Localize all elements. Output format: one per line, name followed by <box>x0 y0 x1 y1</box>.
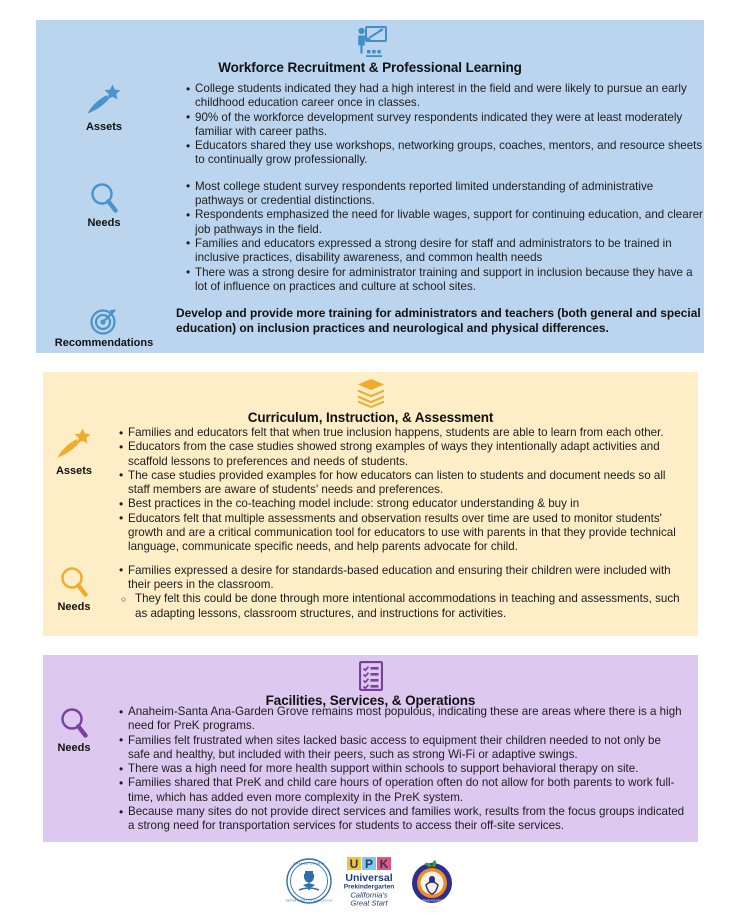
svg-text:Great Start: Great Start <box>349 898 388 907</box>
target-arrow-icon <box>36 306 172 336</box>
list-item: • 90% of the workforce development survey respondents indicated they were at least moderately familiar with career paths. <box>186 111 704 140</box>
list-item: • Families expressed a desire for standards-based education and ensuring their children were included with their peers in the classroom. <box>119 564 686 593</box>
group-curriculum-needs <box>43 564 698 621</box>
group-label-needs-text: Needs <box>87 216 121 229</box>
checklist-icon <box>43 661 698 691</box>
group-label-needs-text: Needs <box>57 600 91 613</box>
bullet-list <box>105 564 686 593</box>
orange-county-department-of-education-seal <box>285 857 333 905</box>
svg-text:ORANGE COUNTY: ORANGE COUNTY <box>292 861 325 866</box>
footer-logos <box>0 855 739 907</box>
list-item: • Best practices in the co-teaching model include: strong educator understanding & buy in <box>119 497 686 511</box>
stacked-books-icon <box>43 378 698 408</box>
list-item: • Educators from the case studies showed strong examples of ways they intentionally adapt activities and scaffold lessons to preferences and needs of students. <box>119 440 686 469</box>
list-item: • Families felt frustrated when sites lacked basic access to equipment their children needed to not only be safe and healthy, but included with their peers, such as strong Wi-Fi or adaptive swings. <box>119 734 686 763</box>
list-item: ○ They felt this could be done through more intentional accommodations in teaching and assessments, such as adapting lessons, classroom structures, and instructions for activities. <box>121 592 686 621</box>
svg-text:Prekindergarten: Prekindergarten <box>343 883 394 891</box>
group-workforce-recommendations <box>36 306 704 349</box>
group-facilities-needs <box>43 705 698 834</box>
group-label-assets-text: Assets <box>55 465 93 477</box>
group-body-assets <box>172 82 704 168</box>
recommendation-statement: Develop and provide more training for administrators and teachers (both general and special education) on inclusion practices and neurological and physical differences. <box>176 306 701 335</box>
section-workforce <box>36 20 704 353</box>
list-item: • There was a strong desire for administrator training and support in inclusion because they have a lot of influence on practices and culture at school sites. <box>186 266 704 295</box>
shooting-star-icon <box>36 82 172 120</box>
magnifying-glass-icon <box>43 705 105 741</box>
group-label-assets-text: Assets <box>85 121 123 133</box>
group-workforce-needs <box>36 180 704 294</box>
list-item: • Families and educators expressed a strong desire for staff and administrators to be trained in inclusive practices, disability awareness, and common health needs <box>186 237 704 266</box>
section-facilities-title: Facilities, Services, & Operations <box>265 693 476 708</box>
group-label-needs <box>43 564 105 613</box>
bullet-list <box>105 426 686 555</box>
list-item: • Respondents emphasized the need for livable wages, support for continuing education, and clearer job pathways in the field. <box>186 208 704 237</box>
magnifying-glass-icon <box>43 564 105 600</box>
svg-text:Universal: Universal <box>344 872 393 884</box>
bullet-list <box>172 82 704 168</box>
svg-text:U: U <box>349 857 358 871</box>
svg-text:K: K <box>379 857 388 871</box>
svg-text:EARLY LEARNING AND DEVELOPMENT: EARLY LEARNING AND DEVELOPMENT <box>409 900 454 903</box>
group-body-recommendations <box>172 306 704 335</box>
list-item: • Educators felt that multiple assessments and observation results over time are used to monitor students' growth and are a critical communication tool for educators to use with parents in that they provide technical language, communicate specific needs, and help parents advocate for child. <box>119 512 686 555</box>
group-body-assets <box>105 426 698 555</box>
list-item: • Families shared that PreK and child care hours of operation often do not allow for both parents to work full-time, which has added even more complexity in the PreK system. <box>119 776 686 805</box>
shooting-star-icon <box>43 426 105 464</box>
section-facilities-header <box>43 655 698 708</box>
bullet-list <box>105 705 686 834</box>
group-label-needs-text: Needs <box>57 742 91 754</box>
presenter-whiteboard-icon <box>36 26 704 58</box>
universal-prekindergarten-logo <box>343 855 399 907</box>
list-item: • There was a high need for more health support within schools to support behavioral therapy on site. <box>119 762 686 776</box>
svg-text:DEPARTMENT OF EDUCATION: DEPARTMENT OF EDUCATION <box>285 898 332 903</box>
list-item: • Educators shared they use workshops, networking groups, coaches, mentors, and resource sheets to continually grow professionally. <box>186 139 704 168</box>
group-label-assets <box>43 426 105 477</box>
list-item: • Most college student survey respondents reported limited understanding of administrative pathways or credential distinctions. <box>186 180 704 209</box>
section-curriculum-header <box>43 372 698 425</box>
section-curriculum <box>43 372 698 636</box>
group-label-recommendations <box>36 306 172 349</box>
section-facilities <box>43 655 698 842</box>
list-item: • College students indicated they had a high interest in the field and were likely to pursue an early childhood education career once in classes. <box>186 82 704 111</box>
list-item: • Because many sites do not provide direct services and families work, results from the focus groups indicated a strong need for transportation services for students to access their off-site services. <box>119 805 686 834</box>
section-workforce-header <box>36 20 704 75</box>
group-body-needs <box>105 705 698 834</box>
group-label-needs <box>36 180 172 229</box>
group-body-needs <box>105 564 698 621</box>
group-workforce-assets <box>36 82 704 168</box>
svg-text:P: P <box>364 857 373 871</box>
svg-text:California's: California's <box>349 890 388 900</box>
list-item: • Families and educators felt that when true inclusion happens, students are able to learn from each other. <box>119 426 686 440</box>
list-item: • Anaheim-Santa Ana-Garden Grove remains most populous, indicating these are areas where there is a high need for PreK programs. <box>119 705 686 734</box>
sub-bullet-list <box>105 592 686 621</box>
group-curriculum-assets <box>43 426 698 555</box>
group-body-needs <box>172 180 704 294</box>
section-workforce-title: Workforce Recruitment & Professional Learning <box>218 60 522 75</box>
list-item: • The case studies provided examples for how educators can listen to students and document needs so all staff members are aware of students' needs and preferences. <box>119 469 686 498</box>
group-label-needs <box>43 705 105 754</box>
group-label-recommendations-text: Recommendations <box>54 337 154 350</box>
section-curriculum-title: Curriculum, Instruction, & Assessment <box>247 410 494 425</box>
magnifying-glass-icon <box>36 180 172 216</box>
bullet-list <box>172 180 704 294</box>
group-label-assets <box>36 82 172 133</box>
early-learning-orange-logo <box>409 857 455 905</box>
